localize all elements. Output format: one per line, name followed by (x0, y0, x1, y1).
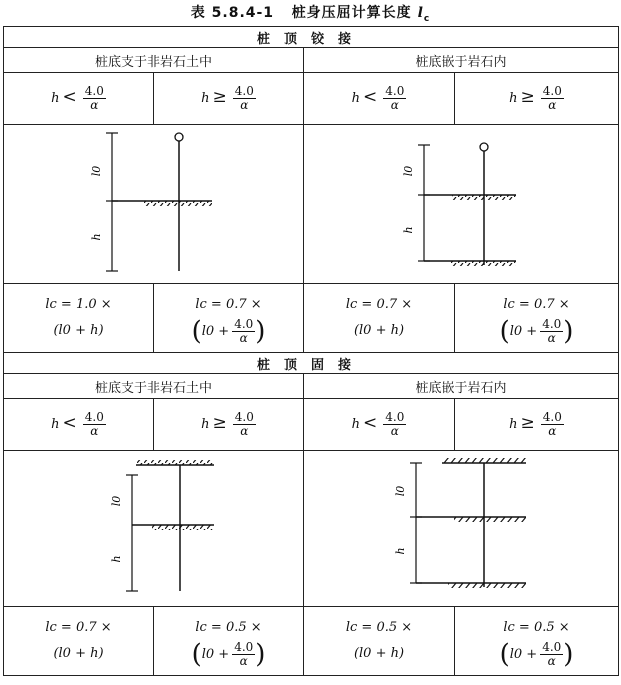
formula-cell: lc = 0.7 × (l0 + $\frac{4.0}{\alpha}$ ) (154, 284, 304, 353)
formula-body: (l0 + h) (353, 323, 405, 338)
group-heading: 桩底嵌于岩石内 (304, 374, 619, 399)
cond-h: h (509, 91, 518, 106)
label-h: h (402, 226, 415, 234)
cond-h: h (351, 417, 361, 432)
diagram-hinged-soil (4, 125, 304, 284)
frac-den: α (239, 330, 248, 345)
formula-lhs: lc = 0.7 × (45, 620, 112, 635)
frac-num: 4.0 (542, 410, 562, 424)
formula-cell (304, 607, 455, 676)
frac-num: 4.0 (234, 639, 254, 654)
diagram-fixed-rock (304, 451, 619, 607)
group-heading: 桩底嵌于岩石内 (304, 48, 619, 73)
frac-den: α (239, 653, 248, 668)
frac-den: α (548, 98, 557, 112)
frac-den: α (390, 98, 399, 112)
pile-diagram (304, 451, 619, 606)
frac-num: 4.0 (385, 410, 405, 424)
label-l0: l0 (394, 485, 407, 497)
formula-body: l0 + (509, 323, 538, 339)
frac-num: 4.0 (542, 639, 562, 654)
frac-den: α (90, 424, 99, 438)
frac-den: α (240, 424, 249, 438)
condition-cell (455, 399, 619, 451)
cond-rel: < (62, 413, 77, 433)
formula-lhs: lc = 1.0 × (45, 297, 112, 312)
formula-cell (304, 284, 455, 353)
title-symbol: l (417, 5, 424, 21)
table-caption: 桩身压屈计算长度 (291, 5, 412, 21)
frac-num: 4.0 (542, 316, 562, 331)
table-number: 表 5.8.4-1 (190, 5, 275, 21)
frac-den: α (547, 653, 556, 668)
frac-num: 4.0 (385, 84, 405, 98)
cond-h: h (509, 417, 518, 432)
cond-rel: < (62, 87, 77, 107)
frac-den: α (240, 98, 249, 112)
cond-rel: < (363, 413, 378, 433)
formula-lhs: lc = 0.7 × (503, 296, 570, 312)
cond-rel: ≥ (212, 87, 227, 107)
label-h: h (110, 555, 123, 563)
buckling-length-table (3, 26, 619, 676)
condition-cell (304, 73, 455, 125)
section-heading-hinged: 桩顶铰接 (4, 27, 619, 48)
cond-rel: ≥ (520, 413, 535, 433)
formula-cell (4, 284, 154, 353)
frac-num: 4.0 (84, 84, 104, 98)
formula-lhs: lc = 0.5 × (195, 619, 262, 635)
formula-cell: lc = 0.5 × (l0 + $\frac{4.0}{\alpha}$ ) (455, 607, 619, 676)
cond-h: h (351, 91, 361, 106)
pile-diagram (4, 125, 304, 283)
label-l0: l0 (110, 495, 123, 507)
formula-body: l0 + (201, 646, 230, 662)
condition-cell (4, 73, 154, 125)
label-h: h (394, 547, 407, 555)
condition-cell (4, 399, 154, 451)
formula-cell: lc = 0.7 × (l0 + $\frac{4.0}{\alpha}$ ) (455, 284, 619, 353)
condition-cell (154, 73, 304, 125)
cond-h: h (51, 91, 60, 106)
cond-h: h (201, 417, 210, 432)
formula-body: l0 + (509, 646, 538, 662)
formula-body: (l0 + h) (53, 323, 104, 338)
frac-den: α (390, 424, 399, 438)
condition-cell (304, 399, 455, 451)
cond-h: h (51, 417, 60, 432)
frac-num: 4.0 (234, 316, 254, 331)
condition-cell (455, 73, 619, 125)
formula-lhs: lc = 0.5 × (345, 620, 413, 635)
label-l0: l0 (402, 165, 415, 177)
frac-num: 4.0 (234, 84, 254, 98)
cond-h: h (201, 91, 210, 106)
label-l0: l0 (90, 165, 103, 177)
frac-num: 4.0 (542, 84, 562, 98)
cond-rel: ≥ (212, 413, 227, 433)
formula-lhs: lc = 0.7 × (345, 297, 413, 312)
cond-rel: ≥ (520, 87, 535, 107)
pile-diagram (304, 125, 619, 283)
title-symbol-sub: c (423, 13, 431, 24)
label-h: h (90, 233, 103, 241)
frac-den: α (547, 330, 556, 345)
section-heading-fixed: 桩顶固接 (4, 353, 619, 374)
group-heading: 桩底支于非岩石土中 (4, 48, 304, 73)
group-heading: 桩底支于非岩石土中 (4, 374, 304, 399)
formula-body: (l0 + h) (353, 646, 405, 661)
table-title (0, 2, 621, 24)
diagram-hinged-rock (304, 125, 619, 284)
formula-cell: lc = 0.5 × (l0 + $\frac{4.0}{\alpha}$ ) (154, 607, 304, 676)
frac-den: α (90, 98, 99, 112)
formula-body: (l0 + h) (53, 646, 104, 661)
pile-diagram (4, 451, 304, 606)
frac-den: α (548, 424, 557, 438)
frac-num: 4.0 (84, 410, 104, 424)
formula-body: l0 + (201, 323, 230, 339)
diagram-fixed-soil (4, 451, 304, 607)
formula-lhs: lc = 0.7 × (195, 296, 262, 312)
condition-cell (154, 399, 304, 451)
cond-rel: < (363, 87, 378, 107)
formula-cell (4, 607, 154, 676)
formula-lhs: lc = 0.5 × (503, 619, 570, 635)
frac-num: 4.0 (234, 410, 254, 424)
